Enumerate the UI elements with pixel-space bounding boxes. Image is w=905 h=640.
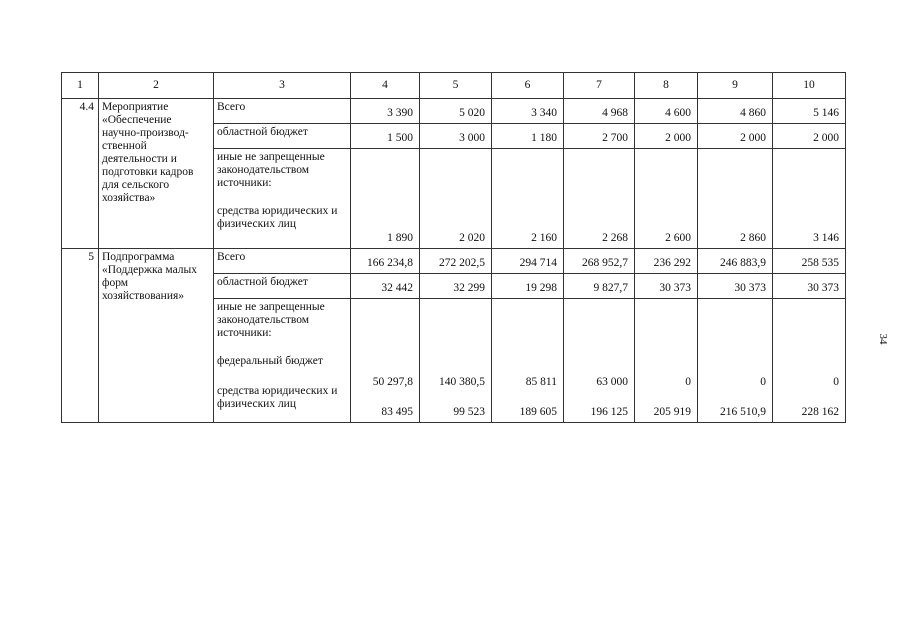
value-cell: 2 700 [564,124,635,149]
source-label: средства юридических и физических лиц [217,205,338,230]
source-cell [214,299,351,423]
value-cell: 2 860 [698,149,773,249]
header-cell: 2 [99,73,214,99]
value-cell: 19 298 [492,274,564,299]
federal-value: 50 297,8 [372,376,413,388]
value-cell: 30 373 [698,274,773,299]
value-cell: 4 600 [635,99,698,124]
value-cell: 294 714 [492,249,564,274]
header-cell: 10 [773,73,846,99]
value-cell: 2 600 [635,149,698,249]
value-cell: 236 292 [635,249,698,274]
value-cell: 2 020 [420,149,492,249]
value-cell: 2 000 [698,124,773,149]
source-label: Всего [214,249,351,274]
header-cell: 1 [62,73,99,99]
other-sources-label: иные не запрещенные законодательством источники: [217,301,325,339]
table-row [62,99,846,124]
page-number: 34 [877,333,889,345]
value-cell: 3 390 [351,99,420,124]
row-number: 5 [62,249,99,423]
value-cell: 32 442 [351,274,420,299]
value-cell: 3 000 [420,124,492,149]
other-sources-label: иные не запрещенные законодательством источники: [217,151,325,189]
value-cell: 1 500 [351,124,420,149]
federal-value: 0 [685,376,691,388]
value-cell: 258 535 [773,249,846,274]
value-cell: 32 299 [420,274,492,299]
header-cell: 8 [635,73,698,99]
value-cell: 30 373 [773,274,846,299]
header-cell: 4 [351,73,420,99]
value-cell: 3 146 [773,149,846,249]
source-label: федеральный бюджет [217,355,323,367]
legal-value: 196 125 [590,406,628,418]
header-cell: 9 [698,73,773,99]
table-row [62,249,846,274]
program-name: Подпрограмма «Поддержка малых форм хозяйствования» [99,249,214,423]
federal-value: 63 000 [596,376,628,388]
row-number: 4.4 [62,99,99,249]
value-cell [351,299,420,423]
budget-table [61,72,846,423]
value-cell: 268 952,7 [564,249,635,274]
legal-value: 83 495 [381,406,413,418]
value-cell [635,299,698,423]
value-cell: 9 827,7 [564,274,635,299]
header-cell: 6 [492,73,564,99]
legal-value: 205 919 [653,406,691,418]
legal-value: 216 510,9 [720,406,766,418]
legal-value: 228 162 [801,406,839,418]
value-cell: 272 202,5 [420,249,492,274]
federal-value: 140 380,5 [439,376,485,388]
value-cell: 5 146 [773,99,846,124]
value-cell [773,299,846,423]
value-cell [420,299,492,423]
header-cell: 7 [564,73,635,99]
legal-value: 99 523 [453,406,485,418]
value-cell: 1 180 [492,124,564,149]
value-cell: 30 373 [635,274,698,299]
value-cell: 4 860 [698,99,773,124]
value-cell: 1 890 [351,149,420,249]
federal-value: 0 [833,376,839,388]
value-cell: 166 234,8 [351,249,420,274]
value-cell: 2 000 [773,124,846,149]
value-cell [698,299,773,423]
header-cell: 5 [420,73,492,99]
value-cell: 2 268 [564,149,635,249]
value-cell: 4 968 [564,99,635,124]
header-row [62,73,846,99]
source-label: областной бюджет [214,274,351,299]
federal-value: 85 811 [525,376,557,388]
value-cell: 3 340 [492,99,564,124]
value-cell: 246 883,9 [698,249,773,274]
value-cell [492,299,564,423]
source-cell [214,149,351,249]
program-name: Мероприятие «Обеспечение научно-производ- ственной деятельности и подготовки кадров для сельского хозяйства» [99,99,214,249]
federal-value: 0 [760,376,766,388]
source-label: средства юридических и физических лиц [217,385,338,410]
source-label: Всего [214,99,351,124]
value-cell: 5 020 [420,99,492,124]
value-cell: 2 000 [635,124,698,149]
legal-value: 189 605 [519,406,557,418]
header-cell: 3 [214,73,351,99]
value-cell: 2 160 [492,149,564,249]
source-label: областной бюджет [214,124,351,149]
value-cell [564,299,635,423]
